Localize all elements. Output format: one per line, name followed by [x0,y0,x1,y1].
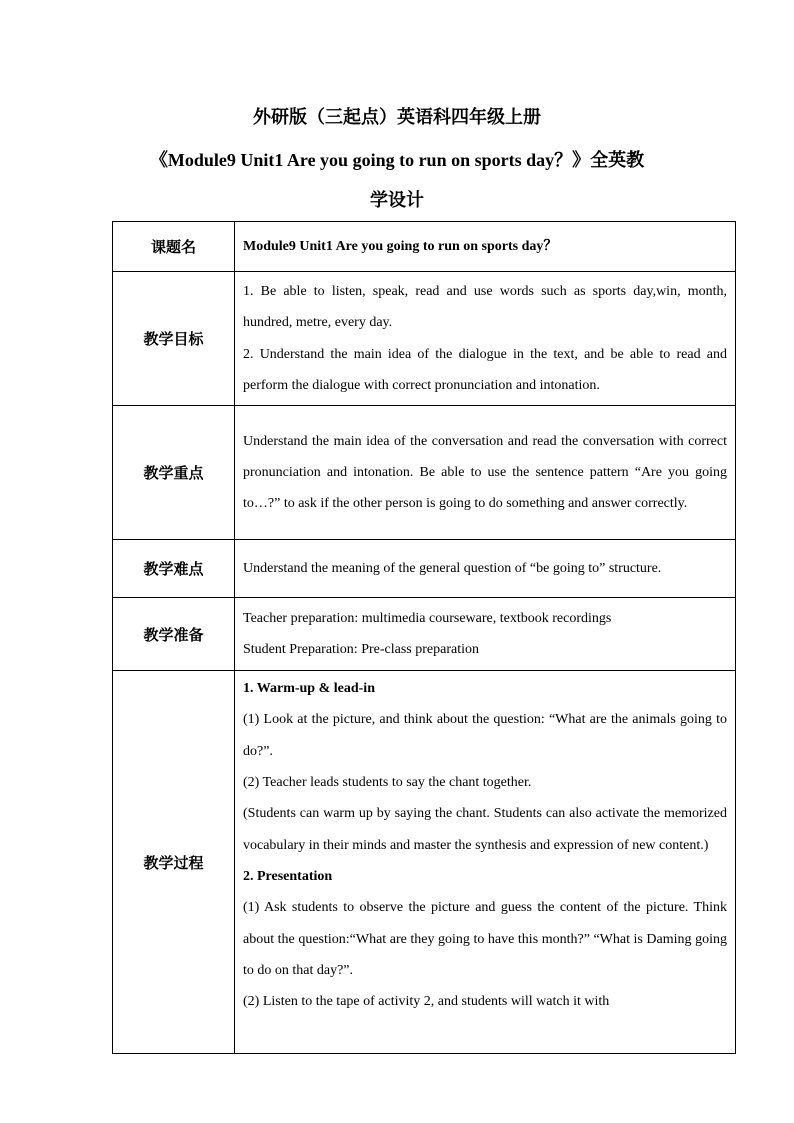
topic-label: 课题名 [113,222,235,272]
table-row-preparation [113,598,736,671]
preparation-content [235,598,736,671]
topic-value: Module9 Unit1 Are you going to run on sports day？ [235,222,736,272]
document-title-line-3: 学设计 [370,190,424,210]
table-row-difficulties [113,540,736,598]
difficulty-text: Understand the meaning of the general question of “be going to” structure. [243,561,662,577]
objective-item: 1. Be able to listen, speak, read and use words such as sports day,win, month, hundred, metre, every day. [243,284,727,331]
key-points-label: 教学重点 [113,406,235,540]
objectives-label: 教学目标 [113,272,235,406]
presentation-heading: 2. Presentation [243,868,333,884]
key-point-text: Understand the main idea of the conversation and read the conversation with correct pronunciation and intonation. Be able to use the sentence pattern “Are you going to…?” to ask if the other person is going to do something and answer correctly. [243,433,727,512]
document-title-line-1: 外研版（三起点）英语科四年级上册 [253,107,541,127]
warmup-step-1: (1) Look at the picture, and think about the question: “What are the animals going to do?”. [243,712,727,759]
warmup-step-2: (2) Teacher leads students to say the chant together. [243,775,532,791]
preparation-label: 教学准备 [113,598,235,671]
lesson-plan-table [112,221,736,1054]
presentation-step-1: (1) Ask students to observe the picture and guess the content of the picture. Think about the question:“What are they going to have this month?” “What is Daming going to do on that day?”. [243,900,727,978]
student-preparation: Student Preparation: Pre-class preparation [243,642,479,658]
process-label: 教学过程 [113,671,235,1054]
difficulties-label: 教学难点 [113,540,235,598]
warmup-note: (Students can warm up by saying the chant. Students can also activate the memorized vocabulary in their minds and master the synthesis and expression of new content.) [243,806,727,853]
process-content [235,671,736,1054]
teacher-preparation: Teacher preparation: multimedia courseware, textbook recordings [243,610,612,626]
difficulties-content [235,540,736,598]
document-title-line-2: 《Module9 Unit1 Are you going to run on sports day？》全英教 [149,150,645,170]
table-row-topic [113,222,736,272]
key-points-content [235,406,736,540]
objective-item: 2. Understand the main idea of the dialogue in the text, and be able to read and perform the dialogue with correct pronunciation and intonation. [243,346,727,393]
table-row-key-points [113,406,736,540]
presentation-step-2: (2) Listen to the tape of activity 2, and students will watch it with [243,994,610,1010]
table-row-objectives [113,272,736,406]
warmup-heading: 1. Warm-up & lead-in [243,681,375,697]
table-row-process [113,671,736,1054]
objectives-content [235,272,736,406]
